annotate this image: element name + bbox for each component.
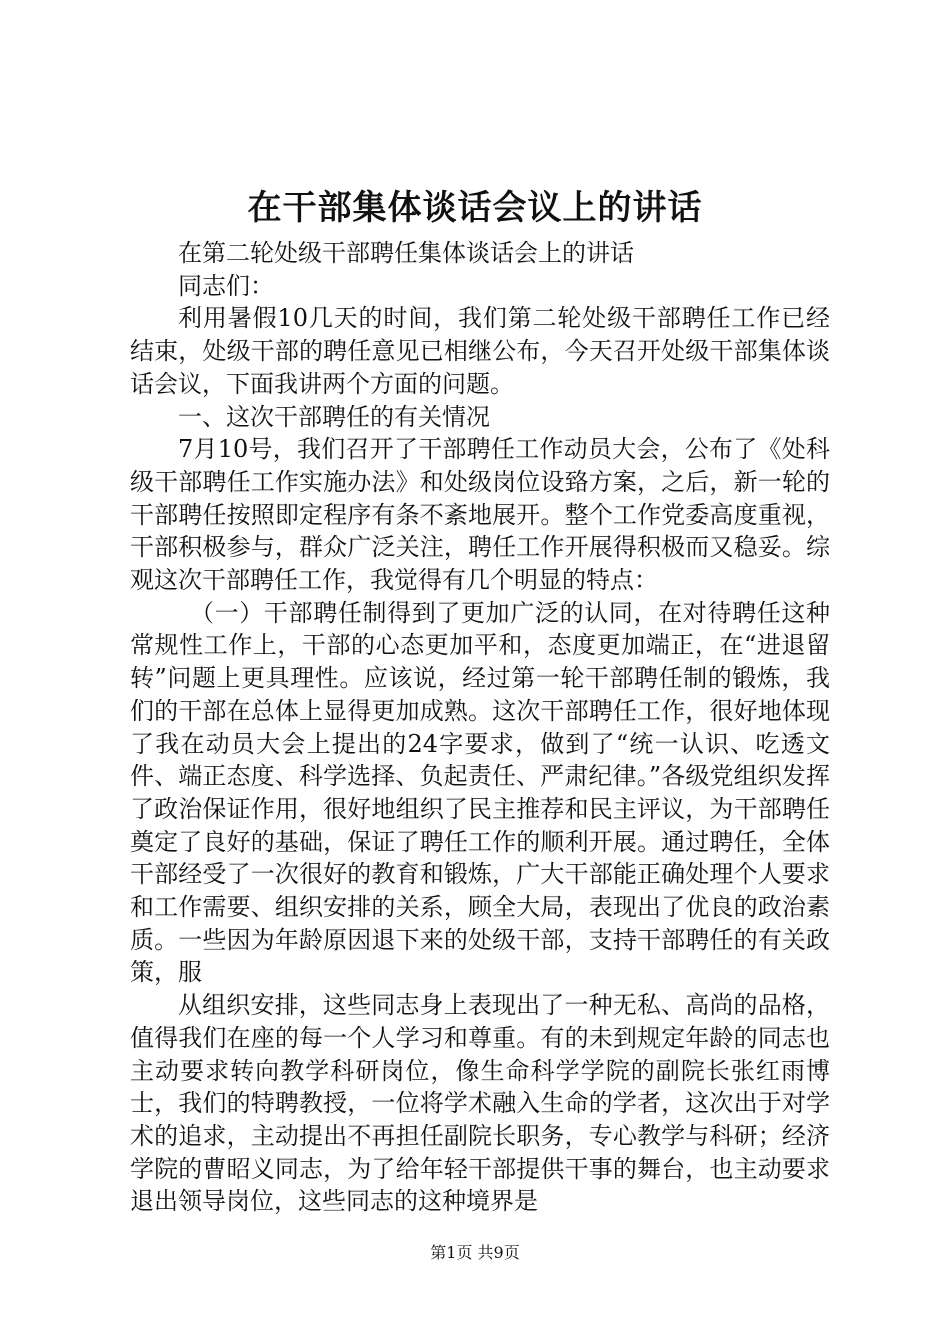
body-paragraph: 7月10号，我们召开了干部聘任工作动员大会，公布了《处科级干部聘任工作实施办法》和处级岗位设臵方案，之后，新一轮的干部聘任按照即定程序有条不紊地展开。整个工作党委高度重视，干部积极参与，群众广泛关注，聘任工作开展得积极而又稳妥。综观这次干部聘任工作，我觉得有几个明显的特点： (130, 435, 830, 595)
salutation-paragraph: 同志们： (178, 271, 274, 300)
body-paragraph: 利用暑假10几天的时间，我们第二轮处级干部聘任工作已经结束，处级干部的聘任意见已相继公布，今天召开处级干部集体谈话会议，下面我讲两个方面的问题。 (130, 304, 830, 398)
body-paragraph: 从组织安排，这些同志身上表现出了一种无私、高尚的品格，值得我们在座的每一个人学习和尊重。有的未到规定年龄的同志也主动要求转向教学科研岗位，像生命科学学院的副院长张红雨博士，我们的特聘教授，一位将学术融入生命的学者，这次出于对学术的追求，主动提出不再担任副院长职务，专心教学与科研；经济学院的曹昭义同志，为了给年轻干部提供干事的舞台，也主动要求退出领导岗位，这些同志的这种境界是 (130, 991, 830, 1216)
section-heading: 一、这次干部聘任的有关情况 (178, 402, 490, 431)
document-body (130, 237, 830, 1218)
page-footer: 第1页 共9页 (430, 1243, 520, 1262)
document-title: 在干部集体谈话会议上的讲话 (247, 188, 703, 228)
subtitle-paragraph: 在第二轮处级干部聘任集体谈话会上的讲话 (178, 239, 634, 267)
body-paragraph: （一）干部聘任制得到了更加广泛的认同，在对待聘任这种常规性工作上，干部的心态更加平和，态度更加端正，在“进退留转”问题上更具理性。应该说，经过第一轮干部聘任制的锻炼，我们的干部在总体上显得更加成熟。这次干部聘任工作，很好地体现了我在动员大会上提出的24字要求，做到了“统一认识、吃透文件、端正态度、科学选择、负起责任、严肃纪律。”各级党组织发挥了政治保证作用，很好地组织了民主推荐和民主评议，为干部聘任奠定了良好的基础，保证了聘任工作的顺利开展。通过聘任，全体干部经受了一次很好的教育和锻炼，广大干部能正确处理个人要求和工作需要、组织安排的关系，顾全大局，表现出了优良的政治素质。一些因为年龄原因退下来的处级干部，支持干部聘任的有关政策，服 (130, 598, 830, 987)
